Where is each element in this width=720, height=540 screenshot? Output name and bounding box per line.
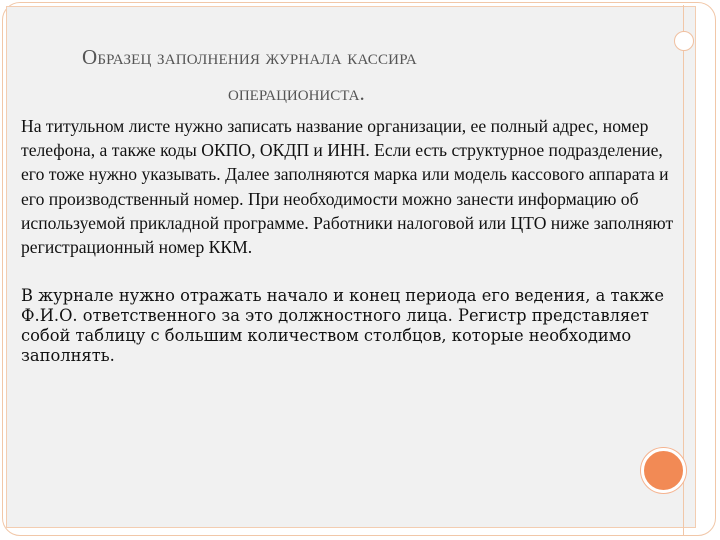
bottom-accent-circle: [641, 448, 686, 493]
body-paragraph-2: В журнале нужно отражать начало и конец периода его ведения, а также Ф.И.О. ответственного за это должностного лица. Регистр представляет собой таблицу с большим количеством столбцов, которые необходимо заполнять.: [21, 286, 665, 365]
slide-title-line-1: Образец заполнения журнала кассира: [82, 45, 417, 69]
top-decorative-circle: [674, 31, 694, 51]
slide-title-line-2: операциониста.: [228, 81, 365, 105]
body-paragraph-1: На титульном листе нужно записать название организации, ее полный адрес, номер телефона, а также коды ОКПО, ОКДП и ИНН. Если есть структурное подразделение, его тоже нужно указывать. Далее заполняются марка или модель кассового аппарата и его производственный номер. При необходимости можно занести информацию об используемой прикладной программе. Работники налоговой или ЦТО ниже заполняют регистрационный номер ККМ.: [21, 116, 674, 258]
right-decorative-rule: [683, 5, 684, 535]
